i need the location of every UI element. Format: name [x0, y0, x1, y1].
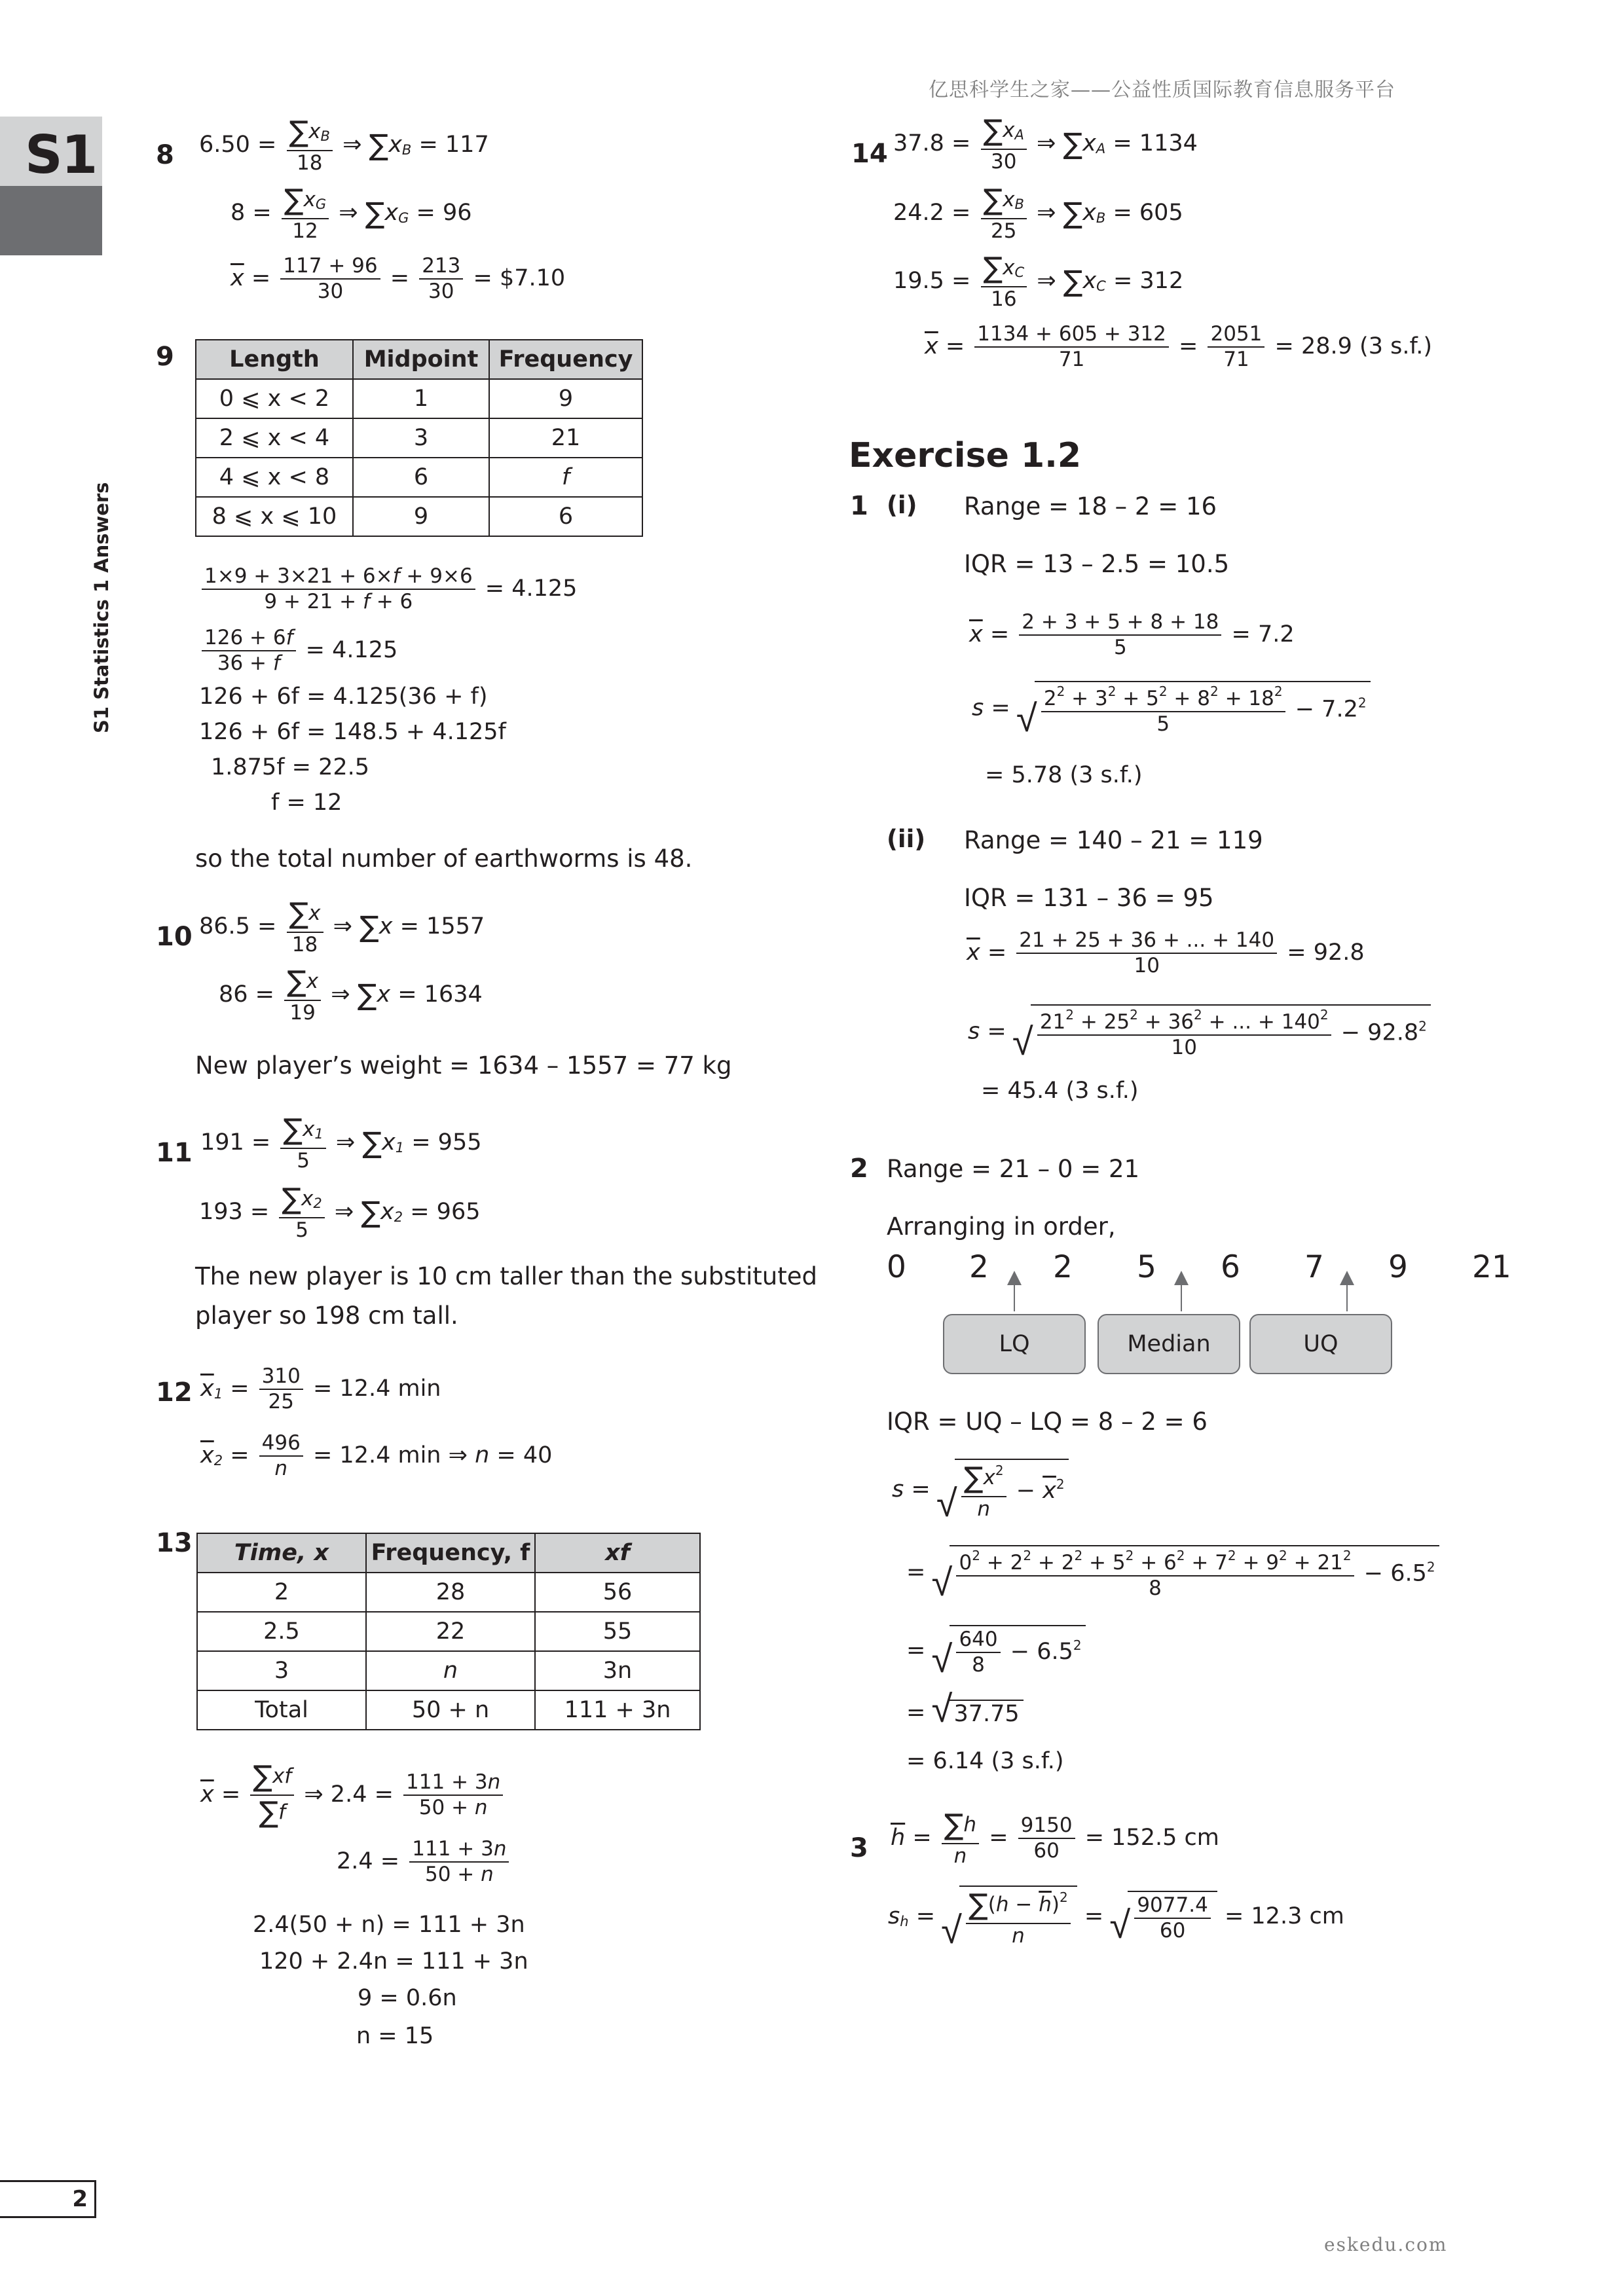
data-value: 7 — [1304, 1249, 1324, 1285]
conclusion-text: player so 198 cm tall. — [195, 1302, 458, 1330]
equation: = √ 37.75 — [906, 1700, 1024, 1727]
range-line: Range = 140 – 21 = 119 — [964, 826, 1263, 854]
question-number: 8 — [156, 140, 174, 170]
equation: $\overline{x}$ = $\frac{1134 + 605 + 312}{71}$ = $\frac{2051}{71}$ = 28.9 (3 s.f.) — [925, 322, 1433, 372]
sd-result: = 45.4 (3 s.f.) — [981, 1078, 1139, 1104]
table-cell: 28 — [366, 1573, 535, 1612]
table-cell: f — [489, 458, 642, 497]
table-cell: 1 — [353, 379, 489, 418]
page-number-box — [0, 2180, 96, 2218]
table-row — [197, 1573, 700, 1612]
table-row — [197, 1651, 700, 1690]
question-number: 13 — [156, 1528, 193, 1558]
data-value: 9 — [1388, 1249, 1408, 1285]
data-value: 2 — [1053, 1249, 1073, 1285]
conclusion-text: so the total number of earthworms is 48. — [195, 845, 693, 873]
table-row — [196, 458, 642, 497]
table-cell: 22 — [366, 1612, 535, 1651]
table-cell: n — [366, 1651, 535, 1690]
table-header-row — [196, 340, 642, 379]
equation: = √ $\frac{0^2 + 2^2 + 2^2 + 5^2 + 6^2 + 7^2 + 9^2 + 21^2}{8}$ − $6.5^2$ — [906, 1545, 1439, 1601]
equation: 2.4 = $\frac{111 + 3n}{50 + n}$ — [337, 1837, 511, 1887]
table-cell: 8 ⩽ x ⩽ 10 — [196, 497, 353, 536]
arrow-up-icon — [1014, 1273, 1015, 1311]
table-row — [197, 1612, 700, 1651]
working-line: f = 12 — [271, 790, 342, 816]
table-row — [197, 1690, 700, 1730]
equation: 37.8 = $\frac{\sum xA}{30}$ ⇒ ∑xA = 1134 — [893, 114, 1198, 173]
median-box: Median — [1098, 1314, 1240, 1374]
table-cell: 4 ⩽ x < 8 — [196, 458, 353, 497]
frequency-table — [195, 339, 643, 537]
equation: 24.2 = $\frac{\sum xB}{25}$ ⇒ ∑xB = 605 — [893, 183, 1183, 243]
working-line: 126 + 6f = 148.5 + 4.125f — [199, 719, 506, 745]
frequency-table — [196, 1533, 701, 1730]
section-tab-shade — [0, 186, 102, 255]
table-cell: 2 ⩽ x < 4 — [196, 418, 353, 458]
equation: $\overline{x}$ = $\frac{21 + 25 + 36 + ... + 140}{10}$ = 92.8 — [967, 928, 1365, 978]
table-cell: 3 — [197, 1651, 366, 1690]
data-value: 2 — [969, 1249, 989, 1285]
result-value: = 28.9 (3 s.f.) — [1274, 333, 1433, 360]
table-header: Frequency, f — [366, 1533, 535, 1573]
table-cell: 21 — [489, 418, 642, 458]
sd-result: = 12.3 cm — [1224, 1903, 1344, 1929]
table-header: Midpoint — [353, 340, 489, 379]
table-cell: 3 — [353, 418, 489, 458]
table-cell: 0 ⩽ x < 2 — [196, 379, 353, 418]
table-cell: 55 — [535, 1612, 700, 1651]
page-number: 2 — [72, 2186, 88, 2212]
question-number: 14 — [851, 139, 888, 169]
sd-result: = 5.78 (3 s.f.) — [985, 762, 1143, 788]
working-line: 120 + 2.4n = 111 + 3n — [259, 1948, 528, 1975]
equation: s = √ $\frac{\sum x^2}{n}$ − $\overline{x}^2$ — [892, 1459, 1069, 1522]
working-line: 2.4(50 + n) = 111 + 3n — [253, 1912, 525, 1938]
arranging-text: Arranging in order, — [887, 1212, 1116, 1241]
table-cell: 6 — [489, 497, 642, 536]
table-cell: 2.5 — [197, 1612, 366, 1651]
question-number: 10 — [156, 922, 193, 952]
table-cell: 56 — [535, 1573, 700, 1612]
equation: 86 = $\frac{\sum x}{19}$ ⇒ ∑x = 1634 — [219, 965, 483, 1025]
question-number: 12 — [156, 1377, 193, 1408]
equation: 6.50 = $\frac{\sum xB}{18}$ ⇒ ∑xB = 117 — [199, 115, 489, 175]
conclusion-text: New player’s weight = 1634 – 1557 = 77 kg — [195, 1051, 732, 1080]
equation: 86.5 = $\frac{\sum x}{18}$ ⇒ ∑x = 1557 — [199, 897, 485, 957]
table-row — [196, 418, 642, 458]
table-cell: 9 — [489, 379, 642, 418]
question-number: 11 — [156, 1138, 193, 1168]
equation: s = √ $\frac{2^2 + 3^2 + 5^2 + 8^2 + 18^2}{5}$ − $7.2^2$ — [972, 681, 1371, 737]
table-cell: Total — [197, 1690, 366, 1730]
question-number: 3 — [850, 1833, 868, 1863]
equation: s = √ $\frac{21^2 + 25^2 + 36^2 + ... + 140^2}{10}$ − $92.8^2$ — [968, 1004, 1431, 1060]
equation: $\overline{h}$ = $\frac{\sum h}{n}$ = $\frac{9150}{60}$ = 152.5 cm — [891, 1808, 1219, 1868]
part-label: (ii) — [887, 825, 926, 853]
equation: sh = √ $\frac{\sum(h - \overline{h})^2}{n}$ = √ $\frac{9077.4}{60}$ = 12.3 cm — [888, 1886, 1344, 1948]
sd-result: = 6.14 (3 s.f.) — [906, 1748, 1064, 1774]
arrow-up-icon — [1346, 1273, 1348, 1311]
working-line: 9 = 0.6n — [358, 1985, 457, 2011]
table-cell: 9 — [353, 497, 489, 536]
section-tab — [0, 117, 102, 186]
table-header: Frequency — [489, 340, 642, 379]
table-header: Time, x — [197, 1533, 366, 1573]
equation: $\overline{x}2$ = $\frac{496}{n}$ = 12.4 min ⇒ n = 40 — [200, 1431, 553, 1481]
section-tab-label: S1 — [25, 124, 97, 185]
lq-box: LQ — [943, 1314, 1086, 1374]
table-cell: 2 — [197, 1573, 366, 1612]
question-number: 2 — [850, 1154, 868, 1184]
data-value: 0 — [887, 1249, 906, 1285]
equation: $\overline{x}$ = $\frac{\sum xf}{\sum f}$ ⇒ 2.4 = $\frac{111 + 3n}{50 + n}$ — [200, 1760, 506, 1831]
table-row — [196, 497, 642, 536]
equation: 193 = $\frac{\sum x2}{5}$ ⇒ ∑x2 = 965 — [199, 1182, 481, 1242]
table-row — [196, 379, 642, 418]
table-header: Length — [196, 340, 353, 379]
range-line: Range = 21 – 0 = 21 — [887, 1155, 1140, 1183]
data-value: 6 — [1221, 1249, 1240, 1285]
equation: $\frac{126 + 6f}{36 + f}$ = 4.125 — [199, 626, 397, 676]
iqr-line: IQR = UQ – LQ = 8 – 2 = 6 — [887, 1408, 1208, 1436]
working-line: 126 + 6f = 4.125(36 + f) — [199, 683, 488, 710]
equation: $\overline{x}$ = $\frac{2 + 3 + 5 + 8 + 18}{5}$ = 7.2 — [969, 610, 1295, 660]
table-cell: 6 — [353, 458, 489, 497]
range-line: Range = 18 – 2 = 16 — [964, 492, 1217, 520]
equation: = √ $\frac{640}{8}$ − $6.5^2$ — [906, 1625, 1086, 1677]
equation: $\overline{x}1$ = $\frac{310}{25}$ = 12.4 min — [200, 1364, 441, 1414]
table-cell: 3n — [535, 1651, 700, 1690]
arrow-up-icon — [1181, 1273, 1182, 1311]
iqr-line: IQR = 13 – 2.5 = 10.5 — [964, 550, 1230, 578]
uq-box: UQ — [1249, 1314, 1392, 1374]
table-cell: 50 + n — [366, 1690, 535, 1730]
header-site-name: 亿思科学生之家——公益性质国际教育信息服务平台 — [929, 79, 1395, 101]
mean-result: = 92.8 — [1287, 939, 1365, 966]
equation: $\frac{1\times 9 + 3\times 21 + 6\times f + 9\times 6}{9 + 21 + f + 6}$ = 4.125 — [199, 564, 577, 614]
equation: $\overline{x}$ = $\frac{117 + 96}{30}$ = $\frac{213}{30}$ = $7.10 — [231, 254, 566, 304]
working-line: 1.875f = 22.5 — [211, 754, 370, 780]
part-label: (i) — [887, 491, 917, 519]
question-number: 9 — [156, 342, 174, 372]
conclusion-text: The new player is 10 cm taller than the substituted — [195, 1262, 817, 1290]
iqr-line: IQR = 131 – 36 = 95 — [964, 884, 1214, 912]
exercise-heading: Exercise 1.2 — [849, 436, 1082, 475]
data-value: 5 — [1137, 1249, 1156, 1285]
table-header: xf — [535, 1533, 700, 1573]
footer-site-url: eskedu.com — [1324, 2234, 1448, 2255]
table-header-row — [197, 1533, 700, 1573]
mean-result: = $7.10 — [473, 265, 566, 292]
data-value: 21 — [1472, 1249, 1511, 1285]
question-number: 1 — [850, 491, 868, 521]
equation: 191 = $\frac{\sum x1}{5}$ ⇒ ∑x1 = 955 — [200, 1113, 482, 1173]
mean-result: = 7.2 — [1231, 621, 1295, 648]
mean-result: = 152.5 cm — [1084, 1825, 1219, 1851]
equation: 8 = $\frac{\sum xG}{12}$ ⇒ ∑xG = 96 — [231, 183, 472, 243]
working-line: n = 15 — [356, 2023, 434, 2049]
table-cell: 111 + 3n — [535, 1690, 700, 1730]
running-title: S1 Statistics 1 Answers — [90, 482, 113, 733]
equation: 19.5 = $\frac{\sum xC}{16}$ ⇒ ∑xC = 312 — [893, 251, 1184, 311]
